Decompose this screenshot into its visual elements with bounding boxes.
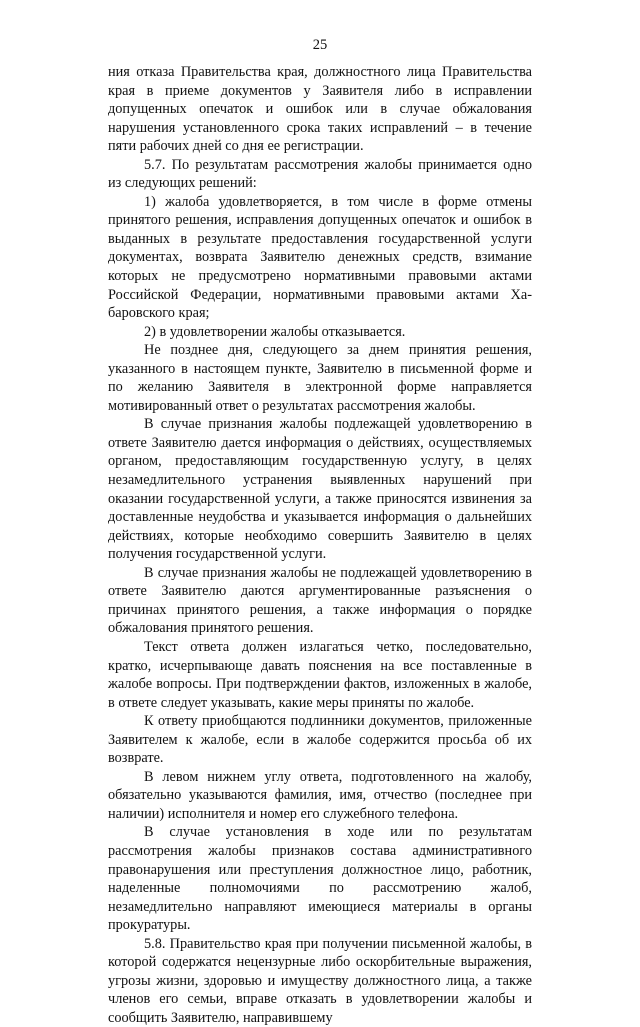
paragraph: К ответу приобщаются подлинники документов, приложенные Заявителем к жалобе, если в жалобе содержится просьба об их возврате. bbox=[108, 713, 532, 767]
paragraph-continuation: ния отказа Правительства края, должностного лица Правительства края в приеме документов у Заявителя либо в исправлении допущенных опечаток и ошибок или в случае обжалования нарушения установленного срока таких исправлений – в течение пяти рабочих дней со дня ее регистрации. bbox=[108, 64, 532, 155]
paragraph: В случае признания жалобы подлежащей удовлетворению в ответе Заявителю дается информация о действиях, осуществляемых органом, предоставляющим государственную услугу, в целях незамедлительного устранения выявленных нарушений при оказании государственной услуги, а также приносятся извинения за доставленные неудобства и указывается информация о дальнейших действиях, которые необходимо совершить Заявителю в целях получения государственной услуги. bbox=[108, 416, 532, 563]
paragraph: В левом нижнем углу ответа, подготовленного на жалобу, обязательно указываются фамилия, имя, отчество (последнее при наличии) исполнителя и номер его служебного телефона. bbox=[108, 768, 532, 822]
paragraph: В случае установления в ходе или по результатам рассмотрения жалобы признаков состава административного правонарушения или преступления должностное лицо, работник, наделенные полномочиями по рассмотрению жалоб, незамедлительно направляют имеющиеся материалы в органы прокуратуры. bbox=[108, 824, 532, 934]
paragraph: В случае признания жалобы не подлежащей удовлетворению в ответе Заявителю даются аргументированные разъяснения о причинах принятого решения, а также информация о порядке обжалования принятого решения. bbox=[108, 564, 532, 637]
page-number: 25 bbox=[312, 37, 328, 53]
list-item-1: 1) жалоба удовлетворяется, в том числе в форме отмены принятого решения, исправления допущенных опечаток и ошибок в выданных в результате предоставления государственной услуги документах, возврата Заявителю денежных средств, взимание которых не предусмотрено нормативными правовыми актами Российской Федерации, нормативными правовыми актами Хабаровского края; bbox=[108, 193, 532, 322]
paragraph: Текст ответа должен излагаться четко, последовательно, кратко, исчерпывающе давать пояснения на все поставленные в жалобе вопросы. При подтверждении фактов, изложенных в жалобе, в ответе следует указывать, какие меры приняты по жалобе. bbox=[108, 638, 532, 711]
list-item-2: 2) в удовлетворении жалобы отказывается. bbox=[144, 323, 406, 340]
paragraph-5-8: 5.8. Правительство края при получении письменной жалобы, в которой содержатся нецензурные либо оскорбительные выражения, угрозы жизни, здоровью и имуществу должностного лица, а также членов его семьи, вправе отказать в удовлетворении жалобы и сообщить Заявителю, направившему bbox=[108, 935, 532, 1026]
document-body bbox=[108, 63, 532, 1027]
paragraph: Не позднее дня, следующего за днем принятия решения, указанного в настоящем пункте, Заявителю в письменной форме и по желанию Заявителя в электронной форме направляется мотивированный ответ о результатах рассмотрения жалобы. bbox=[108, 342, 532, 414]
paragraph-5-7: 5.7. По результатам рассмотрения жалобы принимается одно из следующих решений: bbox=[108, 156, 532, 192]
